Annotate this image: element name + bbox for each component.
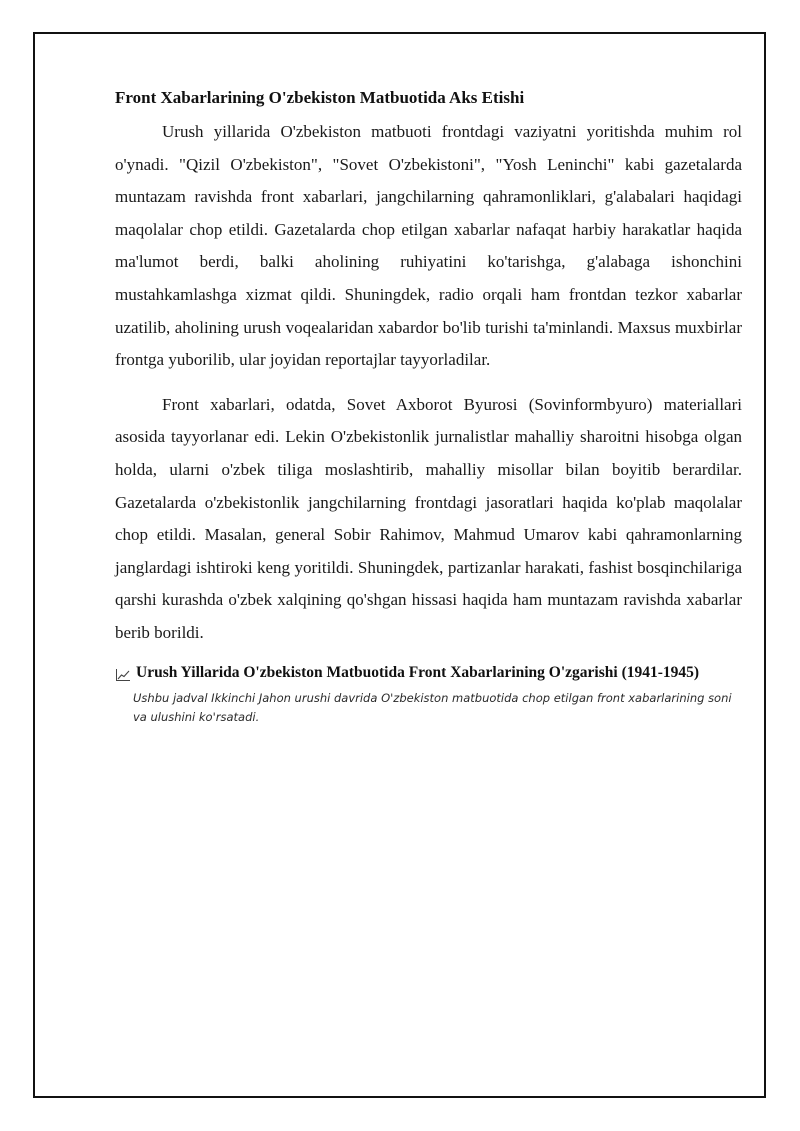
figure-caption: [115, 662, 742, 684]
section-title: Front Xabarlarining O'zbekiston Matbuotida Aks Etishi: [115, 88, 525, 107]
figure-description: Ushbu jadval Ikkinchi Jahon urushi davrida O'zbekiston matbuotida chop etilgan front xabarlarining soni va ulushini ko'rsatadi.: [133, 690, 732, 724]
document-body: [115, 86, 742, 727]
chart-increasing-icon: [115, 667, 131, 681]
figure-caption-text: Urush Yillarida O'zbekiston Matbuotida Front Xabarlarining O'zgarishi (1941-1945): [136, 663, 700, 681]
paragraph-2: Front xabarlari, odatda, Sovet Axborot Byurosi (Sovinformbyuro) materiallari asosida tayyorlanar edi. Lekin O'zbekistonlik jurnalistlar mahalliy sharoitni hisobga olgan holda, ularni o'zbek tiliga moslashtirib, mahalliy misollar bilan boyitib berardilar. Gazetalarda o'zbekistonlik jangchilarning frontdagi jasoratlari haqida ko'plab maqolalar chop etildi. Masalan, general Sobir Rahimov, Mahmud Umarov kabi qahramonlarning janglardagi ishtiroki keng yoritildi. Shuningdek, partizanlar harakati, fashist bosqinchilariga qarshi kurashda o'zbek xalqining qo'shgan hissasi haqida ham muntazam ravishda xabarlar berib borildi.: [115, 394, 742, 642]
paragraph-1: Urush yillarida O'zbekiston matbuoti frontdagi vaziyatni yoritishda muhim rol o'ynadi. "Qizil O'zbekiston", "Sovet O'zbekistoni", "Yosh Leninchi" kabi gazetalarda muntazam ravishda front xabarlari, jangchilarning qahramonliklari, g'alabalari haqidagi maqolalar chop etildi. Gazetalarda chop etilgan xabarlar nafaqat harbiy harakatlar haqida ma'lumot berdi, balki aholining ruhiyatini ko'tarishga, g'alabaga ishonchini mustahkamlashga xizmat qildi. Shuningdek, radio orqali ham frontdan tezkor xabarlar uzatilib, aholining urush voqealaridan xabardor bo'lib turishi ta'minlandi. Maxsus muxbirlar frontga yuborilib, ular joyidan reportajlar tayyorladilar.: [115, 122, 742, 370]
